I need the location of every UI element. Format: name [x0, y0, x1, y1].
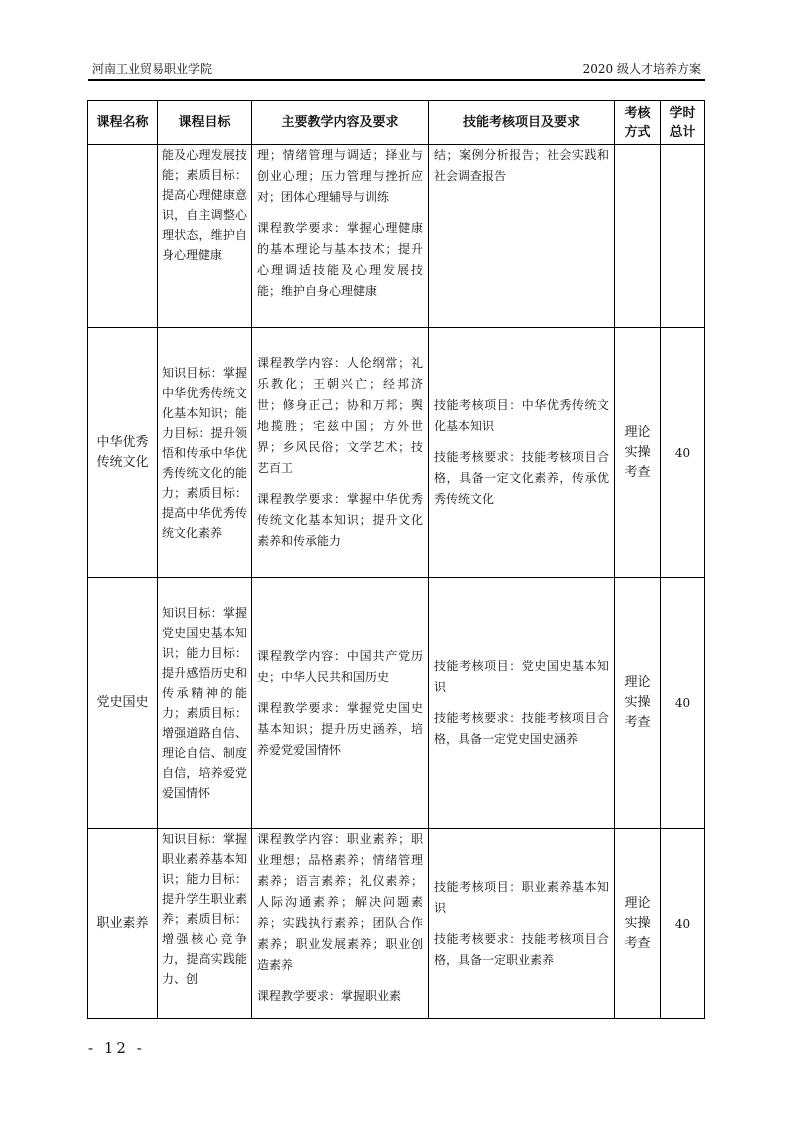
- course-assessment: 理论实操考查: [615, 829, 661, 1019]
- content-text: 理；情绪管理与调适；择业与创业心理；压力管理与挫折应对；团体心理辅导与训练: [257, 148, 423, 204]
- header-assessment: 考核方式: [615, 101, 661, 145]
- course-content: [252, 829, 429, 1019]
- header-divider: [88, 79, 705, 81]
- course-skills: [429, 145, 615, 328]
- skills-item: 结；案例分析报告；社会实践和社会调查报告: [434, 148, 609, 183]
- course-name: 职业素养: [88, 829, 158, 1019]
- skills-requirement: 技能考核要求：技能考核项目合格，具备一定文化素养，传承优秀传统文化: [434, 450, 609, 506]
- course-objective: 知识目标：掌握职业素养基本知识；能力目标：提升学生职业素养；素质目标：增强核心竞争力，提高实践能力、创: [158, 829, 252, 1019]
- table-row: [88, 829, 705, 1019]
- course-assessment: 理论实操考查: [615, 328, 661, 578]
- header-document-title: 2020 级人才培养方案: [582, 62, 701, 76]
- content-text: 课程教学内容：中国共产党历史；中华人民共和国历史: [257, 648, 423, 684]
- course-content: [252, 145, 429, 328]
- course-content: [252, 328, 429, 578]
- content-requirement: 课程教学要求：掌握心理健康的基本理论与基本技术；提升心理调适技能及心理发展技能；维护自身心理健康: [257, 221, 423, 298]
- header-course-name: 课程名称: [88, 101, 158, 145]
- header-school-name: 河南工业贸易职业学院: [92, 62, 213, 76]
- course-hours: 40: [661, 578, 705, 829]
- course-objective: 知识目标：掌握中华优秀传统文化基本知识；能力目标：提升领悟和传承中华优秀传统文化的能力；素质目标：提高中华优秀传统文化素养: [158, 328, 252, 578]
- course-table: [87, 100, 705, 1019]
- content-requirement: 课程教学要求：掌握职业素: [257, 989, 402, 1003]
- table-row: [88, 328, 705, 578]
- skills-requirement: 技能考核要求：技能考核项目合格，具备一定职业素养: [434, 931, 609, 967]
- course-assessment: 理论实操考查: [615, 578, 661, 829]
- skills-requirement: 技能考核要求：技能考核项目合格，具备一定党史国史涵养: [434, 711, 609, 746]
- content-requirement: 课程教学要求：掌握中华优秀传统文化基本知识；提升文化素养和传承能力: [257, 492, 423, 548]
- content-text: 课程教学内容：人伦纲常；礼乐教化；王朝兴亡；经邦济世；修身正己；协和万邦；舆地揽胜；宅兹中国；方外世界；乡风民俗；文学艺术；技艺百工: [257, 356, 423, 475]
- course-name: 党史国史: [88, 578, 158, 829]
- header-content: 主要教学内容及要求: [252, 101, 429, 145]
- table-row: [88, 578, 705, 829]
- course-name: [88, 145, 158, 328]
- course-assessment: [615, 145, 661, 328]
- content-text: 课程教学内容：职业素养；职业理想；品格素养；情绪管理素养；语言素养；礼仪素养；人际沟通素养；解决问题素养；实践执行素养；团队合作素养；职业发展素养；职业创造素养: [257, 832, 423, 972]
- content-requirement: 课程教学要求：掌握党史国史基本知识；提升历史涵养，培养爱党爱国情怀: [257, 700, 423, 757]
- course-hours: 40: [661, 829, 705, 1019]
- table-header-row: [88, 101, 705, 145]
- course-hours: 40: [661, 328, 705, 578]
- skills-item: 技能考核项目：职业素养基本知识: [434, 879, 609, 915]
- course-skills: [429, 829, 615, 1019]
- table-row: [88, 145, 705, 328]
- skills-item: 技能考核项目：中华优秀传统文化基本知识: [434, 398, 609, 433]
- course-skills: [429, 328, 615, 578]
- course-name: 中华优秀传统文化: [88, 328, 158, 578]
- header-objective: 课程目标: [158, 101, 252, 145]
- header-hours: 学时总计: [661, 101, 705, 145]
- skills-item: 技能考核项目：党史国史基本知识: [434, 659, 609, 694]
- header-skills: 技能考核项目及要求: [429, 101, 615, 145]
- course-objective: 能及心理发展技能；素质目标：提高心理健康意识，自主调整心理状态，维护自身心理健康: [158, 145, 252, 328]
- course-skills: [429, 578, 615, 829]
- page-header: [88, 60, 705, 80]
- course-content: [252, 578, 429, 829]
- course-hours: [661, 145, 705, 328]
- course-objective: 知识目标：掌握党史国史基本知识；能力目标：提升感悟历史和传承精神的能力；素质目标：增强道路自信、理论自信、制度自信，培养爱党爱国情怀: [158, 578, 252, 829]
- page-number: - 12 -: [88, 1039, 145, 1057]
